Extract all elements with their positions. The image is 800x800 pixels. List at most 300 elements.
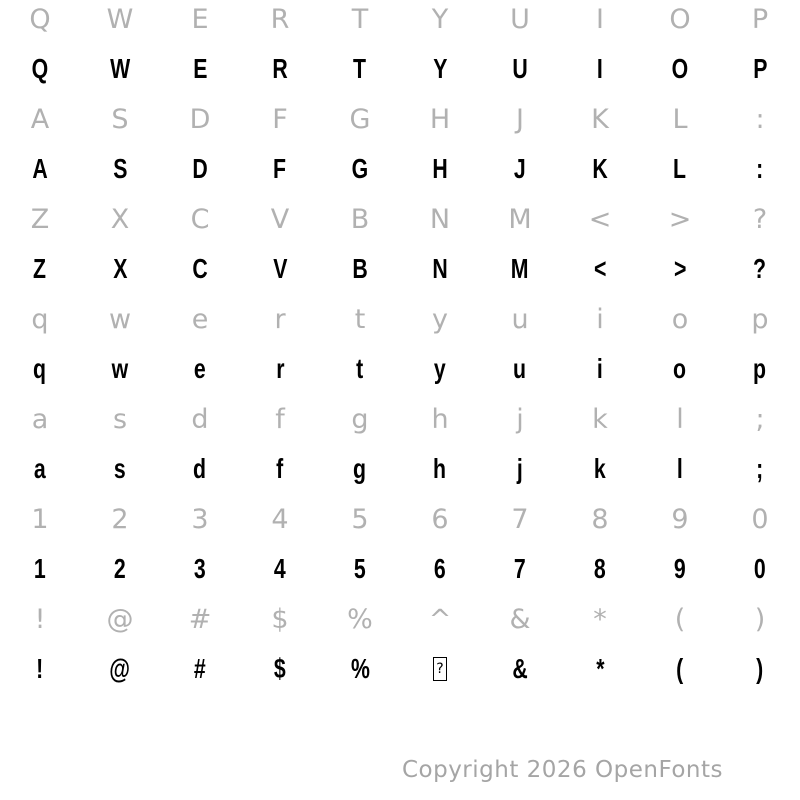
glyph-cell <box>720 400 800 438</box>
glyph-cell <box>480 638 560 700</box>
glyph-cell <box>560 138 640 200</box>
reference-glyph: Z <box>30 203 50 235</box>
reference-glyph: ^ <box>428 603 452 635</box>
glyph-cell <box>80 200 160 238</box>
sample-glyph: L <box>673 153 687 184</box>
row-block-uppercase-home <box>0 100 800 200</box>
sample-glyph: & <box>512 653 528 684</box>
reference-glyph: U <box>510 3 530 35</box>
glyph-cell <box>240 538 320 600</box>
digits-reference-row <box>0 500 800 538</box>
sample-glyph: J <box>514 153 526 184</box>
reference-glyph: ? <box>752 203 768 235</box>
row-block-digits <box>0 500 800 600</box>
sample-glyph: 5 <box>354 553 366 584</box>
glyph-cell <box>400 38 480 100</box>
glyph-cell <box>240 438 320 500</box>
glyph-cell <box>640 300 720 338</box>
glyph-cell <box>320 638 400 700</box>
sample-glyph: 3 <box>194 553 206 584</box>
lowercase-top-reference-row <box>0 300 800 338</box>
glyph-cell <box>400 0 480 38</box>
glyph-cell <box>480 338 560 400</box>
glyph-cell <box>480 438 560 500</box>
glyph-cell <box>320 238 400 300</box>
reference-glyph: S <box>111 103 129 135</box>
glyph-cell <box>560 500 640 538</box>
reference-glyph: ; <box>755 403 765 435</box>
uppercase-top-reference-row <box>0 0 800 38</box>
sample-glyph: p <box>753 353 767 384</box>
glyph-cell <box>480 400 560 438</box>
sample-glyph: $ <box>274 653 286 684</box>
glyph-cell <box>560 400 640 438</box>
reference-glyph: P <box>751 3 769 35</box>
glyph-cell <box>400 238 480 300</box>
sample-glyph: W <box>109 53 131 84</box>
sample-glyph: P <box>752 53 768 84</box>
reference-glyph: 7 <box>511 503 529 535</box>
reference-glyph: d <box>191 403 209 435</box>
glyph-cell <box>720 200 800 238</box>
sample-glyph: ) <box>756 653 764 684</box>
sample-glyph: B <box>352 253 368 284</box>
glyph-cell <box>640 400 720 438</box>
glyph-cell <box>640 0 720 38</box>
glyph-cell <box>80 600 160 638</box>
sample-glyph: s <box>114 453 126 484</box>
glyph-cell <box>240 100 320 138</box>
symbols-reference-row <box>0 600 800 638</box>
reference-glyph: 5 <box>351 503 369 535</box>
sample-glyph: o <box>673 353 687 384</box>
reference-glyph: r <box>274 303 286 335</box>
uppercase-bottom-reference-row <box>0 200 800 238</box>
glyph-cell <box>0 338 80 400</box>
glyph-cell <box>80 638 160 700</box>
glyph-cell <box>640 600 720 638</box>
reference-glyph: o <box>671 303 689 335</box>
glyph-cell <box>0 638 80 700</box>
sample-glyph: 0 <box>754 553 766 584</box>
sample-glyph: * <box>595 653 605 684</box>
glyph-cell <box>80 400 160 438</box>
glyph-cell <box>560 100 640 138</box>
sample-glyph: ; <box>756 453 764 484</box>
reference-glyph: p <box>751 303 769 335</box>
glyph-cell <box>160 400 240 438</box>
reference-glyph: 1 <box>31 503 49 535</box>
glyph-cell <box>720 438 800 500</box>
glyph-cell <box>320 100 400 138</box>
glyph-cell <box>320 600 400 638</box>
glyph-cell <box>320 300 400 338</box>
glyph-cell <box>400 538 480 600</box>
sample-glyph: C <box>192 253 208 284</box>
glyph-cell <box>560 438 640 500</box>
glyph-cell <box>320 538 400 600</box>
glyph-cell <box>720 538 800 600</box>
glyph-cell <box>320 38 400 100</box>
sample-glyph: 7 <box>514 553 526 584</box>
glyph-cell <box>480 38 560 100</box>
reference-glyph: u <box>511 303 529 335</box>
glyph-cell <box>80 500 160 538</box>
glyph-cell <box>0 100 80 138</box>
glyph-cell <box>560 38 640 100</box>
reference-glyph: Q <box>29 3 51 35</box>
reference-glyph: I <box>596 3 604 35</box>
sample-glyph: R <box>272 53 288 84</box>
glyph-cell <box>640 338 720 400</box>
glyph-cell <box>400 100 480 138</box>
uppercase-bottom-sample-row <box>0 238 800 300</box>
reference-glyph: 8 <box>591 503 609 535</box>
glyph-cell <box>0 138 80 200</box>
glyph-cell <box>0 300 80 338</box>
glyph-cell <box>400 300 480 338</box>
glyph-cell <box>320 400 400 438</box>
glyph-cell <box>160 538 240 600</box>
glyph-cell <box>720 600 800 638</box>
glyph-cell <box>720 338 800 400</box>
glyph-cell <box>640 538 720 600</box>
reference-glyph: w <box>108 303 132 335</box>
glyph-cell <box>0 500 80 538</box>
reference-glyph: % <box>347 603 373 635</box>
sample-glyph: N <box>432 253 448 284</box>
glyph-cell <box>240 500 320 538</box>
sample-glyph: y <box>434 353 446 384</box>
glyph-cell <box>0 38 80 100</box>
glyph-cell <box>400 338 480 400</box>
sample-glyph: H <box>432 153 448 184</box>
glyph-cell <box>480 600 560 638</box>
glyph-cell <box>80 138 160 200</box>
digits-sample-row <box>0 538 800 600</box>
reference-glyph: t <box>354 303 366 335</box>
sample-glyph: 6 <box>434 553 446 584</box>
sample-glyph: 9 <box>674 553 686 584</box>
reference-glyph: M <box>508 203 532 235</box>
glyph-cell <box>560 638 640 700</box>
sample-glyph: V <box>272 253 288 284</box>
glyph-cell <box>0 538 80 600</box>
reference-glyph: T <box>351 3 369 35</box>
glyph-cell <box>160 438 240 500</box>
reference-glyph: L <box>672 103 688 135</box>
reference-glyph: G <box>349 103 371 135</box>
glyph-cell <box>240 200 320 238</box>
sample-glyph: i <box>597 353 603 384</box>
reference-glyph: X <box>110 203 130 235</box>
glyph-cell <box>720 138 800 200</box>
sample-glyph: t <box>356 353 364 384</box>
glyph-cell <box>0 238 80 300</box>
reference-glyph: 9 <box>671 503 689 535</box>
glyph-cell <box>80 38 160 100</box>
glyph-cell <box>80 300 160 338</box>
glyph-cell <box>400 200 480 238</box>
glyph-cell <box>560 300 640 338</box>
uppercase-top-sample-row <box>0 38 800 100</box>
glyph-cell <box>320 500 400 538</box>
reference-glyph: e <box>191 303 209 335</box>
reference-glyph: V <box>270 203 290 235</box>
glyph-cell <box>640 200 720 238</box>
glyph-cell <box>720 238 800 300</box>
sample-glyph: : <box>756 153 764 184</box>
reference-glyph: K <box>591 103 609 135</box>
glyph-cell <box>640 438 720 500</box>
glyph-cell <box>720 500 800 538</box>
sample-glyph: j <box>517 453 523 484</box>
glyph-cell <box>80 238 160 300</box>
reference-glyph: g <box>351 403 369 435</box>
glyph-cell <box>160 38 240 100</box>
sample-glyph: < <box>593 253 607 284</box>
glyph-cell <box>240 300 320 338</box>
reference-glyph: ( <box>674 603 686 635</box>
glyph-cell <box>0 200 80 238</box>
sample-glyph: Z <box>33 253 47 284</box>
symbols-sample-row <box>0 638 800 700</box>
sample-glyph: 1 <box>34 553 46 584</box>
glyph-cell <box>80 100 160 138</box>
reference-glyph: y <box>432 303 448 335</box>
reference-glyph: & <box>509 603 531 635</box>
row-block-lowercase-top <box>0 300 800 400</box>
glyph-cell <box>560 0 640 38</box>
reference-glyph: 2 <box>111 503 129 535</box>
reference-glyph: 4 <box>271 503 289 535</box>
glyph-cell <box>0 0 80 38</box>
reference-glyph: a <box>31 403 49 435</box>
reference-glyph: < <box>588 203 612 235</box>
sample-glyph: K <box>592 153 608 184</box>
reference-glyph: W <box>106 3 134 35</box>
glyph-cell <box>160 0 240 38</box>
glyph-cell <box>320 200 400 238</box>
glyph-cell <box>400 138 480 200</box>
row-block-symbols <box>0 600 800 700</box>
reference-glyph: j <box>516 403 524 435</box>
glyph-cell <box>160 638 240 700</box>
sample-glyph: u <box>513 353 527 384</box>
glyph-cell <box>0 400 80 438</box>
glyph-cell <box>240 38 320 100</box>
reference-glyph: k <box>592 403 608 435</box>
sample-glyph: k <box>594 453 606 484</box>
reference-glyph: E <box>191 3 209 35</box>
reference-glyph: R <box>270 3 290 35</box>
sample-glyph: f <box>276 453 284 484</box>
reference-glyph: > <box>668 203 692 235</box>
glyph-cell <box>720 638 800 700</box>
glyph-cell <box>400 600 480 638</box>
uppercase-home-sample-row <box>0 138 800 200</box>
glyph-cell <box>640 238 720 300</box>
sample-glyph: q <box>33 353 47 384</box>
sample-glyph: ! <box>36 653 44 684</box>
glyph-cell <box>80 338 160 400</box>
reference-glyph: l <box>676 403 684 435</box>
glyph-cell <box>80 538 160 600</box>
row-block-uppercase-top <box>0 0 800 100</box>
sample-glyph: h <box>433 453 447 484</box>
glyph-cell <box>160 300 240 338</box>
sample-glyph: E <box>192 53 208 84</box>
missing-glyph-box: ? <box>433 657 447 681</box>
glyph-cell <box>240 138 320 200</box>
sample-glyph: % <box>350 653 370 684</box>
glyph-cell <box>320 138 400 200</box>
sample-glyph: D <box>192 153 208 184</box>
sample-glyph: A <box>32 153 48 184</box>
glyph-cell <box>240 338 320 400</box>
glyph-cell <box>160 238 240 300</box>
reference-glyph: H <box>429 103 451 135</box>
sample-glyph: F <box>273 153 287 184</box>
sample-glyph: # <box>194 653 206 684</box>
glyph-cell <box>160 100 240 138</box>
glyph-cell <box>720 38 800 100</box>
reference-glyph: ! <box>34 603 46 635</box>
glyph-cell <box>640 138 720 200</box>
glyph-cell <box>160 500 240 538</box>
sample-glyph: w <box>111 353 129 384</box>
glyph-cell <box>640 100 720 138</box>
sample-glyph: 8 <box>594 553 606 584</box>
sample-glyph: Y <box>432 53 448 84</box>
reference-glyph: $ <box>271 603 289 635</box>
reference-glyph: 3 <box>191 503 209 535</box>
glyph-cell <box>480 300 560 338</box>
glyph-cell <box>560 538 640 600</box>
glyph-cell <box>480 500 560 538</box>
sample-glyph: r <box>275 353 285 384</box>
reference-glyph: B <box>350 203 370 235</box>
sample-glyph: U <box>512 53 528 84</box>
sample-glyph: 4 <box>274 553 286 584</box>
glyph-cell <box>720 0 800 38</box>
reference-glyph: * <box>593 603 607 635</box>
glyph-cell <box>400 400 480 438</box>
lowercase-top-sample-row <box>0 338 800 400</box>
glyph-cell <box>480 0 560 38</box>
glyph-cell <box>720 300 800 338</box>
glyph-cell <box>640 638 720 700</box>
glyph-cell <box>560 600 640 638</box>
lowercase-home-reference-row <box>0 400 800 438</box>
sample-glyph: ( <box>676 653 684 684</box>
reference-glyph: i <box>596 303 604 335</box>
reference-glyph: D <box>189 103 211 135</box>
glyph-cell <box>720 100 800 138</box>
reference-glyph: N <box>429 203 451 235</box>
reference-glyph: ) <box>754 603 766 635</box>
glyph-cell <box>400 500 480 538</box>
glyph-cell <box>160 338 240 400</box>
sample-glyph: d <box>193 453 207 484</box>
glyph-cell <box>560 238 640 300</box>
reference-glyph: Y <box>431 3 449 35</box>
copyright-text: Copyright 2026 OpenFonts <box>401 757 723 783</box>
uppercase-home-reference-row <box>0 100 800 138</box>
glyph-cell <box>480 200 560 238</box>
glyph-cell <box>160 138 240 200</box>
reference-glyph: 6 <box>431 503 449 535</box>
glyph-cell <box>480 100 560 138</box>
glyph-cell <box>320 0 400 38</box>
glyph-cell <box>240 238 320 300</box>
glyph-cell <box>80 438 160 500</box>
glyph-cell <box>640 500 720 538</box>
reference-glyph: F <box>272 103 288 135</box>
sample-glyph: I <box>597 53 603 84</box>
sample-glyph: e <box>194 353 206 384</box>
glyph-cell <box>240 0 320 38</box>
sample-glyph: X <box>112 253 128 284</box>
glyph-cell <box>80 0 160 38</box>
glyph-cell <box>560 338 640 400</box>
glyph-cell <box>240 638 320 700</box>
reference-glyph: 0 <box>751 503 769 535</box>
reference-glyph: : <box>755 103 765 135</box>
sample-glyph: > <box>673 253 687 284</box>
sample-glyph: 2 <box>114 553 126 584</box>
glyph-cell <box>480 538 560 600</box>
glyph-cell <box>0 600 80 638</box>
sample-glyph: Q <box>31 53 49 84</box>
sample-glyph: a <box>34 453 46 484</box>
reference-glyph: h <box>431 403 449 435</box>
glyph-cell <box>400 438 480 500</box>
glyph-cell <box>480 138 560 200</box>
sample-glyph: O <box>671 53 689 84</box>
glyph-cell <box>640 38 720 100</box>
sample-glyph: S <box>112 153 128 184</box>
reference-glyph: q <box>31 303 49 335</box>
glyph-cell <box>320 438 400 500</box>
sample-glyph: l <box>677 453 683 484</box>
glyph-cell <box>320 338 400 400</box>
reference-glyph: A <box>30 103 50 135</box>
sample-glyph: T <box>353 53 367 84</box>
sample-glyph: @ <box>109 653 131 684</box>
glyph-cell <box>560 200 640 238</box>
glyph-cell <box>240 600 320 638</box>
reference-glyph: J <box>516 103 524 135</box>
reference-glyph: O <box>669 3 691 35</box>
glyph-cell <box>480 238 560 300</box>
reference-glyph: f <box>275 403 285 435</box>
sample-glyph: g <box>353 453 367 484</box>
glyph-cell <box>400 638 480 700</box>
reference-glyph: # <box>188 603 212 635</box>
reference-glyph: C <box>190 203 210 235</box>
glyph-cell <box>160 600 240 638</box>
sample-glyph: M <box>511 253 529 284</box>
sample-glyph: G <box>351 153 369 184</box>
glyph-cell <box>160 200 240 238</box>
lowercase-home-sample-row <box>0 438 800 500</box>
reference-glyph: @ <box>106 603 134 635</box>
reference-glyph: s <box>112 403 128 435</box>
sample-glyph: ? <box>753 253 767 284</box>
row-block-uppercase-bottom <box>0 200 800 300</box>
row-block-lowercase-home <box>0 400 800 500</box>
